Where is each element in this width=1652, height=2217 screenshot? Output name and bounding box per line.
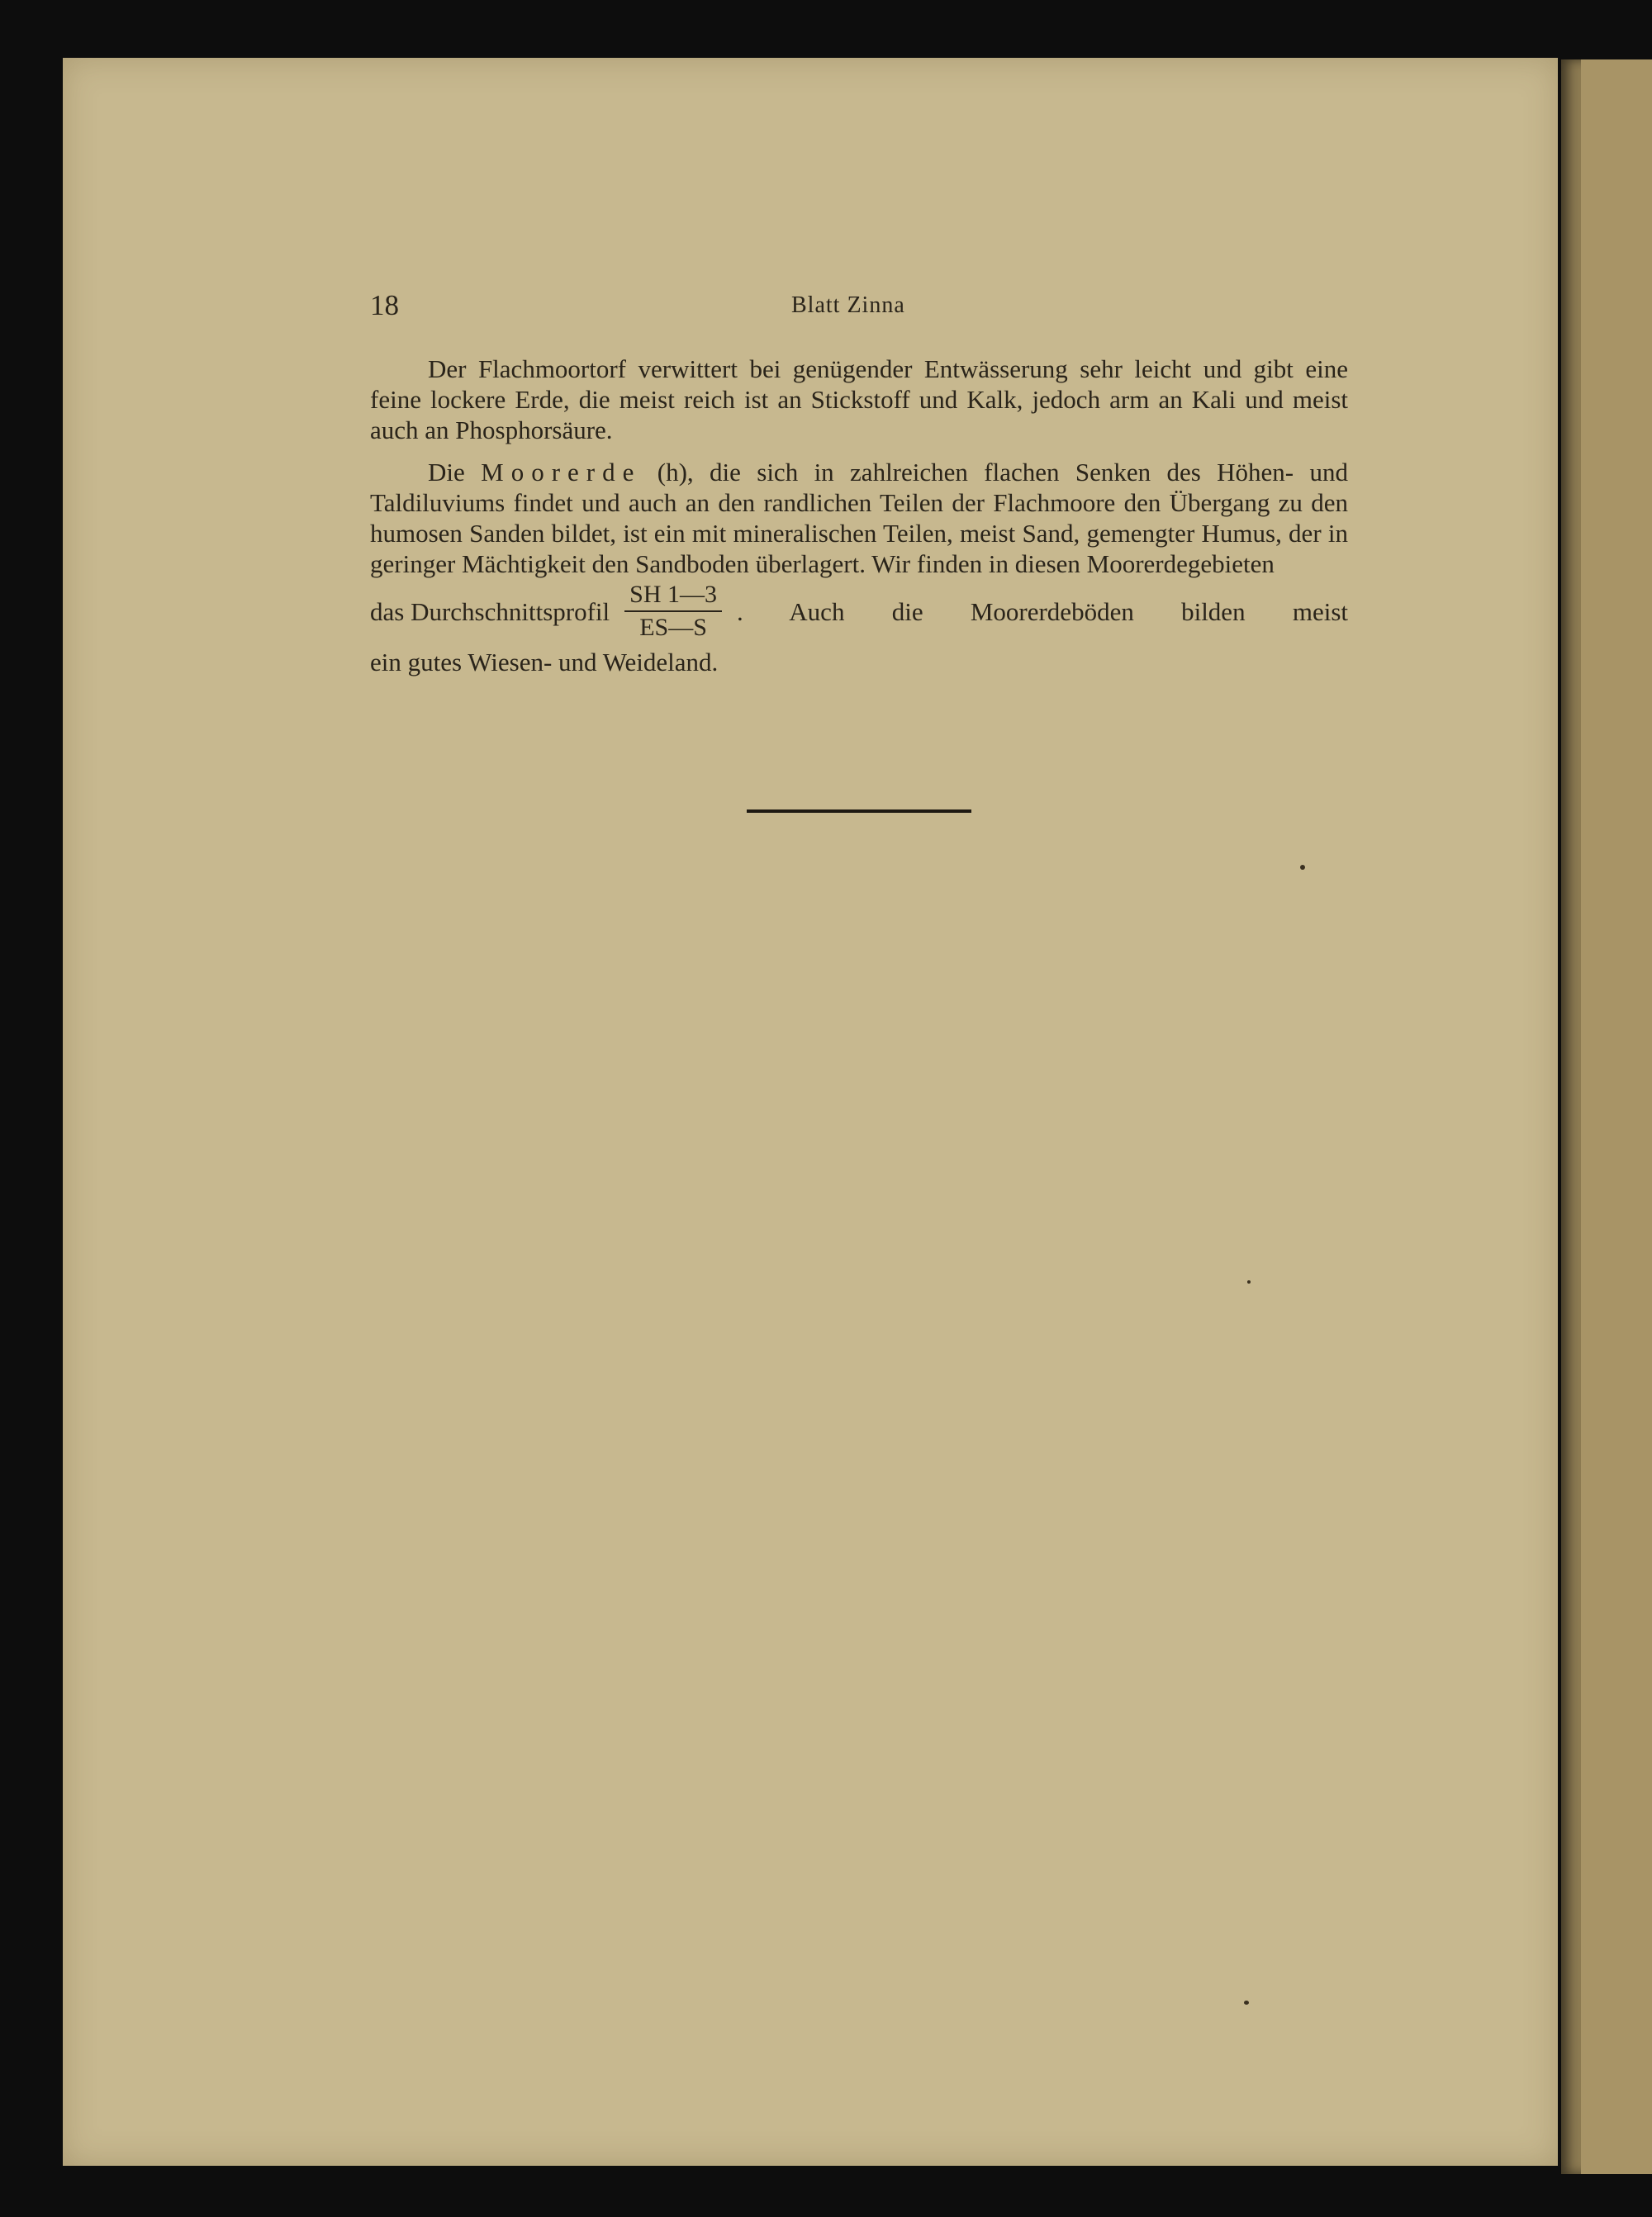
term-moorerde: Moorerde bbox=[481, 458, 642, 487]
paragraph-moorerde-rest: (h), die sich in zahlreichen flachen Senken des Höhen- und Taldiluviums findet und auch an den randlichen Teilen der Flachmoore den Übergang zu den humosen Sanden bildet, ist ein mit mineralischen Teilen, meist Sand, gemengter Humus, der in geringer Mächtigkeit den Sandboden überlagert. Wir finden in diesen Moorerdegebieten bbox=[370, 458, 1349, 578]
profile-fraction bbox=[624, 581, 722, 642]
running-head bbox=[370, 289, 1348, 325]
fraction-denominator: ES—S bbox=[639, 614, 707, 641]
paragraph-last-line: ein gutes Wiesen- und Weideland. bbox=[370, 648, 719, 676]
section-end-rule bbox=[747, 809, 971, 813]
adjacent-page-strip bbox=[1581, 59, 1652, 2174]
adjacent-page-edge bbox=[1561, 59, 1652, 2174]
profile-tail-text: . Auch die Moorerdeböden bilden meist bbox=[737, 596, 1348, 626]
profile-lead-text: das Durchschnittsprofil bbox=[370, 596, 610, 626]
paragraph-moorerde-start: Die bbox=[428, 458, 465, 487]
fraction-numerator: SH 1—3 bbox=[624, 581, 722, 612]
body-text bbox=[370, 354, 1348, 677]
paper-speck bbox=[1244, 2001, 1249, 2005]
paper-speck bbox=[1247, 1280, 1251, 1284]
running-title: Blatt Zinna bbox=[791, 292, 905, 318]
paragraph-moorerde bbox=[370, 457, 1348, 579]
paper-speck bbox=[1300, 865, 1305, 870]
page-number: 18 bbox=[370, 289, 399, 321]
paragraph-flachmoortorf: Der Flachmoortorf verwittert bei genügender Entwässerung sehr leicht und gibt eine feine lockere Erde, die meist reich ist an Stickstoff und Kalk, jedoch arm an Kali und meist auch an Phosphorsäure. bbox=[370, 354, 1348, 444]
profile-line bbox=[370, 581, 1348, 642]
